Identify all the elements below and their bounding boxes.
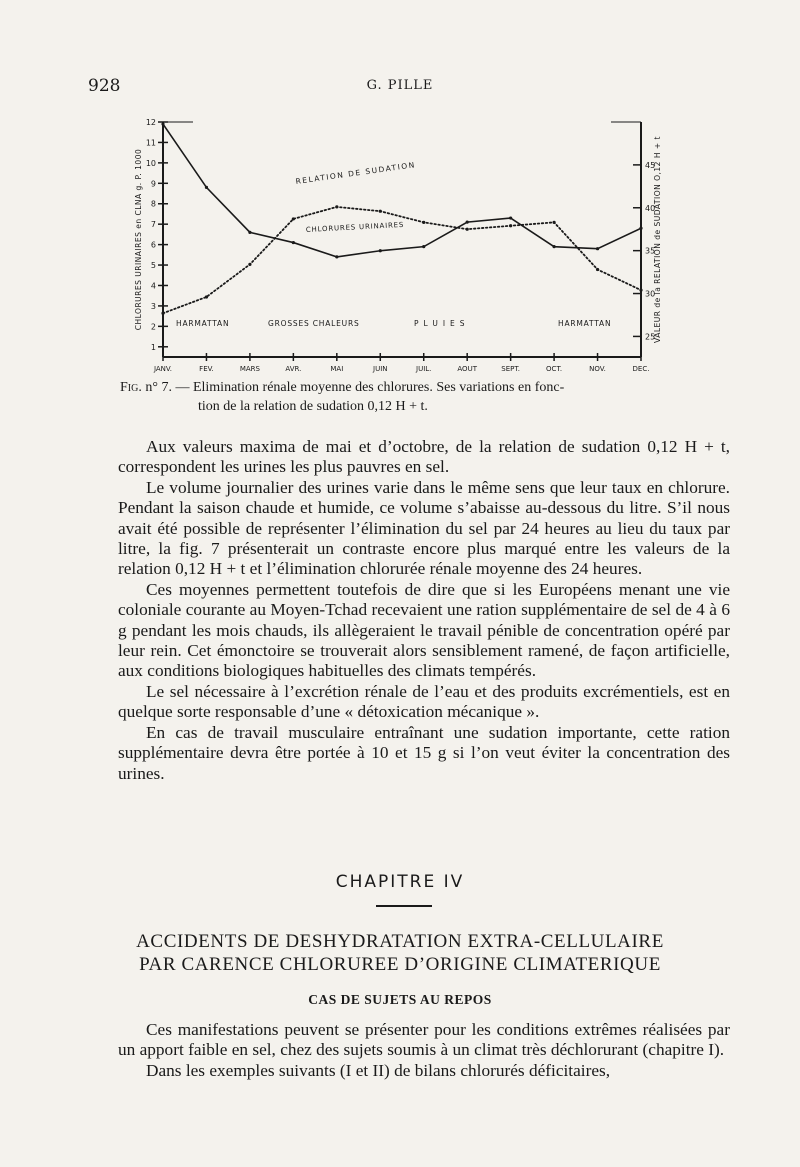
paragraph: Aux valeurs maxima de mai et d’octobre, de la relation de sudation 0,12 H + t, correspondent les urines les plus pauvres en sel. [118, 437, 730, 477]
figure-label: Fig. [120, 380, 142, 395]
season-annotation: HARMATTAN [176, 319, 230, 328]
paragraph: Ces moyennes permettent toutefois de dire que si les Européens menant une vie coloniale courante au Moyen-Tchad recevaient une ration supplémentaire de sel de 4 à 6 g pendant les mois chauds, ils allègeraient le travail pénible de concentration opéré par leur rein. Cet émonctoire se trouverait alors sensiblement ramené, de façon artificielle, aux conditions biologiques habituelles des climats tempérés. [118, 579, 730, 681]
month-label: OCT. [546, 365, 563, 373]
month-label: AOUT [457, 365, 477, 373]
sudation-point [552, 221, 555, 224]
left-tick-label: 11 [145, 138, 156, 148]
left-tick-label: 6 [150, 240, 156, 250]
right-tick-label: 40 [645, 203, 656, 213]
chloride-point [422, 245, 425, 248]
chapter-rule [376, 905, 432, 907]
paragraph: En cas de travail musculaire entraînant une sudation importante, cette ration supplémentaire devra être portée à 10 et 15 g si l’on veut éviter la concentration des urines. [118, 722, 730, 783]
section-title-line-2: PAR CARENCE CHLORUREE D’ORIGINE CLIMATERIQUE [139, 954, 661, 975]
sudation-point [292, 217, 295, 220]
right-tick-label: 45 [645, 160, 656, 170]
paragraph: Le volume journalier des urines varie dans le même sens que leur taux en chlorure. Pendant la saison chaude et humide, ce volume s’abaisse au-dessous du litre. S’il nous avait été possible de représenter l’élimination du sel par 24 heures au lieu du taux par litre, la fig. 7 présenterait un contraste encore plus marqué entre les valeurs de la relation 0,12 H + t et l’élimination chlorurée rénale moyenne des 24 heures. [118, 477, 730, 579]
chloride-point [509, 216, 512, 219]
sudation-point [466, 228, 469, 231]
left-tick-label: 1 [150, 342, 156, 352]
left-tick-label: 7 [150, 220, 156, 230]
month-label: NOV. [589, 365, 606, 373]
month-label: AVR. [285, 365, 302, 373]
sudation-point [205, 295, 208, 298]
chloride-point [552, 245, 555, 248]
paragraph: Dans les exemples suivants (I et II) de bilans chlorurés déficitaires, [146, 1060, 611, 1080]
chloride-point [248, 231, 251, 234]
left-tick-label: 9 [150, 179, 156, 189]
chapter-body-text [118, 1020, 730, 1081]
caption-line-2: tion de la relation de sudation 0,12 H + t. [198, 399, 428, 414]
left-tick-label: 10 [145, 158, 156, 168]
sudation-point [422, 221, 425, 224]
body-text [118, 437, 730, 784]
sudation-point [248, 263, 251, 266]
chloride-point [335, 255, 338, 258]
subsection-title: CAS DE SUJETS AU REPOS [308, 992, 492, 1007]
season-annotation: HARMATTAN [558, 319, 612, 328]
chapter-title: CHAPITRE IV [335, 872, 465, 892]
chloride-point [466, 221, 469, 224]
chloride-series-label: CHLORURES URINAIRES [305, 220, 405, 234]
chloride-point [292, 241, 295, 244]
month-label: MARS [239, 365, 260, 373]
left-tick-label: 5 [150, 261, 156, 271]
running-head: G. PILLE [366, 78, 434, 93]
season-annotation: PLUIES [414, 319, 470, 328]
sudation-point [161, 312, 164, 315]
month-label: JANV. [153, 365, 173, 373]
figure-number: n° 7. [145, 380, 172, 395]
chloride-point [205, 186, 208, 189]
right-tick-label: 30 [645, 289, 656, 299]
month-label: SEPT. [501, 365, 521, 373]
chloride-point [596, 247, 599, 250]
chloride-series-line [163, 124, 641, 257]
left-tick-label: 2 [150, 322, 156, 332]
sudation-point [335, 205, 338, 208]
month-label: JUIN [373, 365, 388, 373]
chloride-point [639, 227, 642, 230]
caption-line-1: — Elimination rénale moyenne des chlorures. Ses variations en fonc- [175, 380, 565, 395]
chloride-point [161, 122, 164, 125]
page-number: 928 [88, 76, 121, 96]
right-tick-label: 35 [645, 246, 656, 256]
section-title [0, 930, 800, 976]
left-tick-label: 4 [150, 281, 156, 291]
right-axis-label: VALEUR de la RELATION de SUDATION O,12 H + t [653, 136, 662, 343]
month-label: MAI [330, 365, 344, 373]
month-label: DEC. [632, 365, 650, 373]
month-label: FEV. [199, 365, 214, 373]
sudation-series-label: RELATION DE SUDATION [295, 160, 417, 186]
month-label: JUIL. [416, 365, 432, 373]
figure-caption [120, 378, 730, 416]
sudation-point [639, 289, 642, 292]
paragraph: Ces manifestations peuvent se présenter pour les conditions extrêmes réalisées par un apport faible en sel, chez des sujets soumis à un climat très déchlorurant (chapitre I). [118, 1020, 730, 1060]
right-tick-label: 25 [645, 332, 656, 342]
season-annotation: GROSSES CHALEURS [268, 319, 360, 328]
chloride-point [379, 249, 382, 252]
left-tick-label: 3 [150, 301, 156, 311]
sudation-point [379, 210, 382, 213]
chloride-chart [128, 112, 668, 374]
sudation-point [509, 224, 512, 227]
left-axis-label: CHLORURES URINAIRES en CLNA g. P. 1000 [134, 148, 143, 331]
left-tick-label: 12 [145, 118, 156, 127]
left-tick-label: 8 [150, 199, 156, 209]
sudation-point [596, 268, 599, 271]
section-title-line-1: ACCIDENTS DE DESHYDRATATION EXTRA-CELLULAIRE [136, 931, 664, 952]
paragraph: Le sel nécessaire à l’excrétion rénale de l’eau et des produits excrémentiels, est en quelque sorte responsable d’une « détoxication mécanique ». [118, 681, 730, 722]
